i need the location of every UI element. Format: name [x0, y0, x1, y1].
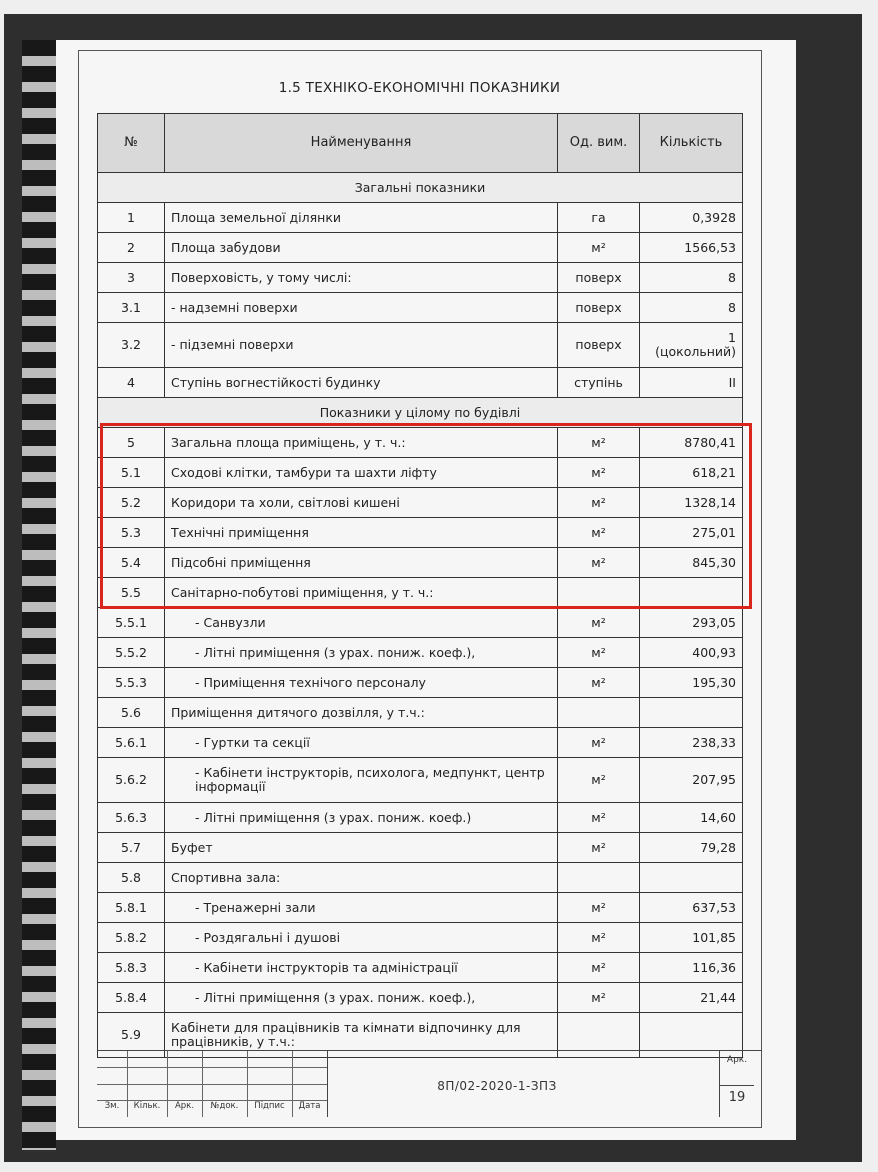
indicators-table — [97, 113, 743, 1058]
row-unit: ступінь — [558, 368, 640, 398]
row-number: 5.5 — [98, 578, 165, 608]
row-quantity: 14,60 — [640, 803, 743, 833]
table-row — [98, 953, 743, 983]
section-title: Показники у цілому по будівлі — [98, 398, 743, 428]
row-name: Санітарно-побутові приміщення, у т. ч.: — [165, 578, 558, 608]
row-name: Спортивна зала: — [165, 863, 558, 893]
row-quantity: 275,01 — [640, 518, 743, 548]
row-unit: м² — [558, 893, 640, 923]
table-row — [98, 893, 743, 923]
row-quantity: 1 (цокольний) — [640, 323, 743, 368]
row-number: 5.8.1 — [98, 893, 165, 923]
row-name: - Приміщення технічого персоналу — [165, 668, 558, 698]
table-row — [98, 728, 743, 758]
table-row — [98, 428, 743, 458]
row-quantity: 8 — [640, 263, 743, 293]
row-unit: м² — [558, 548, 640, 578]
row-quantity: 8780,41 — [640, 428, 743, 458]
table-row — [98, 638, 743, 668]
row-quantity: 1328,14 — [640, 488, 743, 518]
table-row — [98, 323, 743, 368]
row-name: Буфет — [165, 833, 558, 863]
row-unit: м² — [558, 428, 640, 458]
stamp-label: Зм. — [104, 1101, 120, 1111]
row-unit: м² — [558, 233, 640, 263]
stamp-label: Арк. — [174, 1101, 195, 1111]
sheet-box — [719, 1051, 754, 1117]
sheet-label: Арк. — [726, 1055, 748, 1065]
row-unit — [558, 863, 640, 893]
row-number: 5.2 — [98, 488, 165, 518]
table-row — [98, 698, 743, 728]
row-quantity: 637,53 — [640, 893, 743, 923]
row-number: 5.9 — [98, 1013, 165, 1058]
spiral-binding — [22, 40, 56, 1150]
table-row — [98, 293, 743, 323]
header-unit: Од. вим. — [558, 114, 640, 173]
table-row — [98, 863, 743, 893]
row-unit: м² — [558, 608, 640, 638]
table-row — [98, 518, 743, 548]
table-body — [98, 173, 743, 1058]
row-name: Підсобні приміщення — [165, 548, 558, 578]
table-row — [98, 668, 743, 698]
row-number: 5.3 — [98, 518, 165, 548]
table-row — [98, 458, 743, 488]
row-unit: м² — [558, 638, 640, 668]
row-name: - Санвузли — [165, 608, 558, 638]
row-unit — [558, 698, 640, 728]
row-unit — [558, 578, 640, 608]
table-row — [98, 758, 743, 803]
row-number: 3.2 — [98, 323, 165, 368]
row-quantity: 618,21 — [640, 458, 743, 488]
row-unit: м² — [558, 458, 640, 488]
header-name: Найменування — [165, 114, 558, 173]
row-number: 3 — [98, 263, 165, 293]
row-unit: м² — [558, 833, 640, 863]
row-number: 1 — [98, 203, 165, 233]
table-row — [98, 233, 743, 263]
header-number: № — [98, 114, 165, 173]
document-code: 8П/02-2020-1-ЗПЗ — [437, 1079, 557, 1093]
row-unit: м² — [558, 758, 640, 803]
row-unit: поверх — [558, 323, 640, 368]
row-number: 5.5.2 — [98, 638, 165, 668]
row-number: 4 — [98, 368, 165, 398]
row-name: Технічні приміщення — [165, 518, 558, 548]
row-quantity: 845,30 — [640, 548, 743, 578]
row-name: - Роздягальні і душові — [165, 923, 558, 953]
row-quantity — [640, 698, 743, 728]
row-name: Поверховість, у тому числі: — [165, 263, 558, 293]
row-name: - Гуртки та секції — [165, 728, 558, 758]
row-quantity: 195,30 — [640, 668, 743, 698]
row-unit: м² — [558, 518, 640, 548]
table-row — [98, 368, 743, 398]
header-quantity: Кількість — [640, 114, 743, 173]
row-unit: м² — [558, 953, 640, 983]
row-number: 5.6.1 — [98, 728, 165, 758]
table-row — [98, 203, 743, 233]
row-unit: м² — [558, 983, 640, 1013]
table-row — [98, 923, 743, 953]
table-row — [98, 263, 743, 293]
row-quantity: 0,3928 — [640, 203, 743, 233]
row-name: - Кабінети інструкторів, психолога, медпункт, центр інформації — [165, 758, 558, 803]
row-unit: м² — [558, 488, 640, 518]
table-header-row — [98, 114, 743, 173]
stamp-label: Дата — [298, 1101, 321, 1111]
row-name: - надземні поверхи — [165, 293, 558, 323]
stamp-label: №док. — [210, 1101, 239, 1111]
row-quantity: 400,93 — [640, 638, 743, 668]
row-number: 5.6 — [98, 698, 165, 728]
stamp-label: Підпис — [254, 1101, 285, 1111]
row-quantity: 79,28 — [640, 833, 743, 863]
row-name: Сходові клітки, тамбури та шахти ліфту — [165, 458, 558, 488]
table-row — [98, 803, 743, 833]
row-name: Площа земельної ділянки — [165, 203, 558, 233]
row-number: 5.8.2 — [98, 923, 165, 953]
table-section-row — [98, 173, 743, 203]
row-name: Ступінь вогнестійкості будинку — [165, 368, 558, 398]
row-quantity — [640, 863, 743, 893]
row-quantity: 207,95 — [640, 758, 743, 803]
row-quantity — [640, 578, 743, 608]
row-unit: м² — [558, 728, 640, 758]
row-quantity: 116,36 — [640, 953, 743, 983]
row-name: Кабінети для працівників та кімнати відпочинку для працівників, у т.ч.: — [165, 1013, 558, 1058]
row-unit: поверх — [558, 293, 640, 323]
stamp-labels — [97, 1101, 327, 1111]
row-quantity: 101,85 — [640, 923, 743, 953]
row-quantity: 238,33 — [640, 728, 743, 758]
table-section-row — [98, 398, 743, 428]
row-unit: м² — [558, 923, 640, 953]
row-number: 5.6.2 — [98, 758, 165, 803]
row-name: Приміщення дитячого дозвілля, у т.ч.: — [165, 698, 558, 728]
row-number: 5.8.3 — [98, 953, 165, 983]
row-unit: поверх — [558, 263, 640, 293]
row-name: - Літні приміщення (з урах. пониж. коеф.), — [165, 638, 558, 668]
row-unit: м² — [558, 668, 640, 698]
sheet-number: 19 — [720, 1085, 754, 1105]
row-name: - Кабінети інструкторів та адміністрації — [165, 953, 558, 983]
row-quantity: 1566,53 — [640, 233, 743, 263]
row-number: 5.8.4 — [98, 983, 165, 1013]
row-number: 3.1 — [98, 293, 165, 323]
row-quantity: 8 — [640, 293, 743, 323]
row-number: 5.1 — [98, 458, 165, 488]
row-number: 5.6.3 — [98, 803, 165, 833]
row-number: 2 — [98, 233, 165, 263]
stamp-label: Кільк. — [133, 1101, 161, 1111]
table-row — [98, 578, 743, 608]
row-name: Загальна площа приміщень, у т. ч.: — [165, 428, 558, 458]
row-number: 5.5.1 — [98, 608, 165, 638]
row-quantity: 293,05 — [640, 608, 743, 638]
row-number: 5.5.3 — [98, 668, 165, 698]
row-quantity: 21,44 — [640, 983, 743, 1013]
row-name: Площа забудови — [165, 233, 558, 263]
document-title: 1.5 ТЕХНІКО-ЕКОНОМІЧНІ ПОКАЗНИКИ — [278, 80, 561, 96]
title-block-stamp — [97, 1050, 762, 1117]
table-row — [98, 833, 743, 863]
section-title: Загальні показники — [98, 173, 743, 203]
row-name: - Літні приміщення (з урах. пониж. коеф.), — [165, 983, 558, 1013]
row-number: 5.7 — [98, 833, 165, 863]
row-number: 5.4 — [98, 548, 165, 578]
row-name: - Літні приміщення (з урах. пониж. коеф.) — [165, 803, 558, 833]
row-name: Коридори та холи, світлові кишені — [165, 488, 558, 518]
stamp-grid — [97, 1051, 328, 1117]
table-row — [98, 608, 743, 638]
row-number: 5 — [98, 428, 165, 458]
table-row — [98, 488, 743, 518]
row-unit: м² — [558, 803, 640, 833]
row-name: - Тренажерні зали — [165, 893, 558, 923]
table-row — [98, 983, 743, 1013]
row-name: - підземні поверхи — [165, 323, 558, 368]
row-unit: га — [558, 203, 640, 233]
row-quantity: II — [640, 368, 743, 398]
table-row — [98, 548, 743, 578]
row-number: 5.8 — [98, 863, 165, 893]
